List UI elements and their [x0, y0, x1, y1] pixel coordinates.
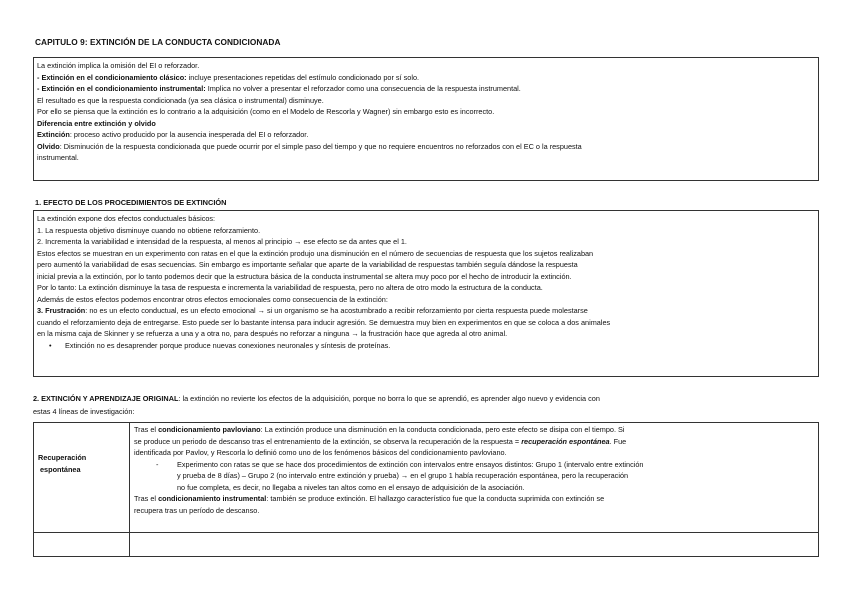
section-1-line: 2. Incrementa la variabilidad e intensidad de la respuesta, al menos al principio → ese efecto se da antes que el 1. [37, 237, 407, 246]
intro-line: Extinción: proceso activo producido por la ausencia inesperada del EI o reforzador. [37, 130, 309, 139]
table-line: Tras el condicionamiento pavloviano: La extinción produce una disminución en la conducta condicionada, pero este efecto se disipa con el tiempo. Si [134, 425, 625, 434]
section-1-line: Además de estos efectos podemos encontrar otros efectos emocionales como consecuencia de la extinción: [37, 294, 388, 304]
bullet-icon: • [49, 340, 52, 350]
bullet-item: • Extinción no es desaprender porque produce nuevas conexiones neuronales y síntesis de proteínas. [49, 340, 391, 350]
intro-line: Por ello se piensa que la extinción es lo contrario a la adquisición (como en el Modelo de Rescorla y Wagner) sin embargo esto es incorrecto. [37, 107, 495, 116]
table-line: y prueba de 8 días) – Grupo 2 (no intervalo entre extinción y prueba) → en el grupo 1 había recuperación espontánea, pero la recuperación [177, 471, 629, 480]
intro-line: La extinción implica la omisión del EI o reforzador. [37, 61, 200, 70]
section-1-box [33, 210, 819, 377]
intro-subheading: Diferencia entre extinción y olvido [37, 118, 156, 128]
section-1-heading: 1. EFECTO DE LOS PROCEDIMIENTOS DE EXTINCIÓN [35, 198, 227, 207]
section-1-line: cuando el reforzamiento deja de entregarse. Esto puede ser lo bastante intensa para inducir agresión. Se demuestra muy bien en experimentos en que se coloca a dos animales [37, 317, 611, 327]
row-label-cell [34, 423, 130, 533]
table-row [34, 533, 819, 557]
evidence-table [33, 422, 819, 557]
empty-cell [130, 533, 819, 557]
table-line: recupera tras un período de descanso. [134, 505, 260, 515]
row-label: Recuperación espontánea [38, 453, 87, 474]
intro-line: - Extinción en el condicionamiento instrumental: Implica no volver a presentar el reforzador como una consecuencia de la respuesta instrumental. [37, 84, 521, 93]
section-1-line: 3. Frustración: no es un efecto conductual, es un efecto emocional → si un organismo se ha acostumbrado a recibir reforzamiento por cierta respuesta puede molestarse [37, 306, 588, 315]
table-line: Tras el condicionamiento instrumental: también se produce extinción. El hallazgo característico fue que la conducta suprimida con extinción se [134, 494, 605, 503]
section-1-line: inicial previa a la extinción, por lo tanto podemos decir que la estructura básica de la conducta instrumental se altera muy poco por el hecho de introducir la extinción. [37, 271, 572, 281]
table-line: se produce un periodo de descanso tras el entrenamiento de la extinción, se observa la recuperación de la respuesta = recuperación espontánea. Fue [134, 436, 627, 446]
table-line: identificada por Pavlov, y Rescorla lo definió como uno de los fenómenos básicos del condicionamiento pavloviano. [134, 448, 507, 457]
section-1-line: en la misma caja de Skinner y se refuerza a una y a otra no, para después no reforzar a ninguna → la frustración hace que agreda al otro animal. [37, 329, 508, 338]
section-1-line: Por lo tanto: La extinción disminuye la tasa de respuesta e incrementa la variabilidad de respuesta, pero no altera de otro modo la estructura de la conducta. [37, 283, 543, 292]
row-content-cell [130, 423, 819, 533]
section-1-line: Estos efectos se muestran en un experimento con ratas en el que la extinción produjo una disminución en el número de secuencias de respuesta que los sujetos realizaban [37, 248, 594, 258]
empty-cell [34, 533, 130, 557]
intro-box [33, 57, 819, 181]
section-1-line: La extinción expone dos efectos conductuales básicos: [37, 214, 216, 223]
intro-line: - Extinción en el condicionamiento clásico: incluye presentaciones repetidas del estímulo condicionado por sí solo. [37, 72, 420, 82]
section-1-line: pero aumentó la variabilidad de esas secuencias. Sin embargo es importante señalar que aparte de la variabilidad de respuestas también seguía dándose la respuesta [37, 260, 578, 269]
intro-line: El resultado es que la respuesta condicionada (ya sea clásica o instrumental) disminuye. [37, 95, 324, 105]
table-line: no fue completa, es decir, no llegaba a niveles tan altos como en el ensayo de adquisición de la asociación. [177, 482, 525, 492]
dash-item: - Experimento con ratas se que se hace dos procedimientos de extinción con intervalos entre ensayos distintos: Grupo 1 (intervalo entre extinción [156, 459, 644, 469]
section-2-heading-cont: estas 4 líneas de investigación: [33, 407, 135, 416]
section-1-line: 1. La respuesta objetivo disminuye cuando no obtiene reforzamiento. [37, 225, 261, 235]
table-row [34, 423, 819, 533]
intro-line: Olvido: Disminución de la respuesta condicionada que puede ocurrir por el simple paso del tiempo y que no requiere encuentros no reforzados con el EC o la respuesta [37, 141, 582, 151]
section-2-heading: 2. EXTINCIÓN Y APRENDIZAJE ORIGINAL: la extinción no revierte los efectos de la adquisición, porque no borra lo que se aprendió, es aprender algo nuevo y evidencia con [33, 394, 600, 403]
chapter-title: CAPITULO 9: EXTINCIÓN DE LA CONDUCTA CONDICIONADA [35, 37, 281, 47]
intro-line: instrumental. [37, 153, 79, 162]
